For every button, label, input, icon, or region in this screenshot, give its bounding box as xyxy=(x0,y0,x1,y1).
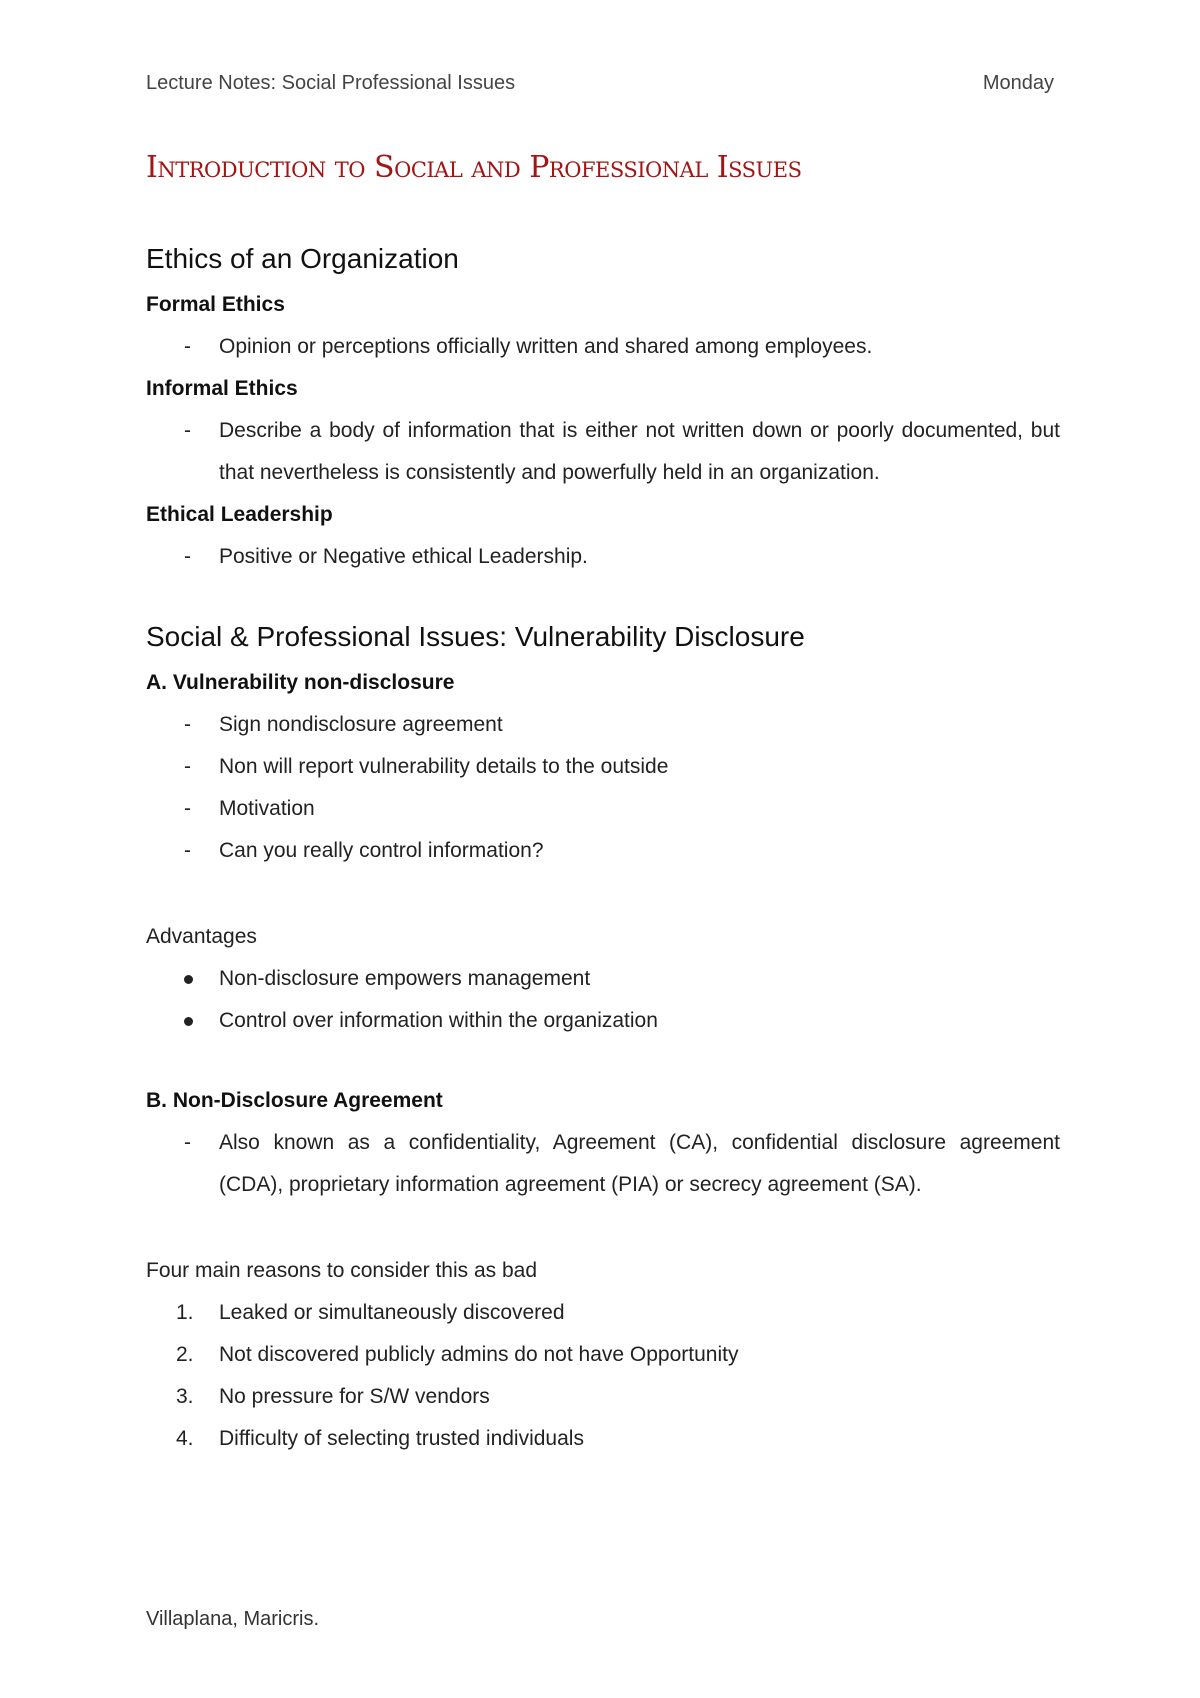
list-item xyxy=(146,830,1060,872)
header-day: Monday xyxy=(982,72,1054,94)
header-title: Lecture Notes: Social Professional Issues xyxy=(146,72,516,94)
page-header xyxy=(146,72,1054,102)
list-item-text: Can you really control information? xyxy=(219,839,544,862)
page-footer: Villaplana, Maricris. xyxy=(146,1608,320,1630)
bullet-icon xyxy=(184,975,193,984)
list-item-text: Describe a body of information that is either not written down or poorly documented, but that nevertheless is consistently and powerfully held in an organization. xyxy=(219,419,1060,484)
reasons-label: Four main reasons to consider this as bad xyxy=(146,1259,538,1282)
list-item-text: No pressure for S/W vendors xyxy=(219,1385,490,1408)
subheading-vulnerability-non-disclosure: A. Vulnerability non-disclosure xyxy=(146,671,455,694)
list-item xyxy=(146,1000,1060,1042)
dash-marker: - xyxy=(184,797,191,820)
list-item xyxy=(146,1376,1060,1418)
list-item xyxy=(146,1418,1060,1460)
list-item-text: Leaked or simultaneously discovered xyxy=(219,1301,565,1324)
reasons-list xyxy=(146,1292,1060,1460)
document-body xyxy=(146,148,1060,1466)
document-title: Introduction to Social and Professional Issues xyxy=(146,150,802,185)
subheading-informal-ethics: Informal Ethics xyxy=(146,377,298,400)
dash-marker: - xyxy=(184,335,191,358)
list-item xyxy=(146,1122,1060,1206)
dash-marker: - xyxy=(184,713,191,736)
number-marker: 3. xyxy=(176,1385,194,1408)
number-marker: 2. xyxy=(176,1343,194,1366)
list-item-text: Difficulty of selecting trusted individuals xyxy=(219,1427,584,1450)
subheading-non-disclosure-agreement: B. Non-Disclosure Agreement xyxy=(146,1089,443,1112)
dash-marker: - xyxy=(184,1131,191,1154)
list-item-text: Not discovered publicly admins do not have Opportunity xyxy=(219,1343,739,1366)
nda-list xyxy=(146,1122,1060,1206)
list-item xyxy=(146,788,1060,830)
number-marker: 1. xyxy=(176,1301,194,1324)
list-item-text: Non-disclosure empowers management xyxy=(219,967,591,990)
list-item xyxy=(146,958,1060,1000)
formal-ethics-list xyxy=(146,326,1060,368)
list-item-text: Also known as a confidentiality, Agreement (CA), confidential disclosure agreement (CDA), proprietary information agreement (PIA) or secrecy agreement (SA). xyxy=(219,1131,1060,1196)
dash-marker: - xyxy=(184,419,191,442)
list-item-text: Sign nondisclosure agreement xyxy=(219,713,503,736)
list-item-text: Control over information within the organization xyxy=(219,1009,658,1032)
non-disclosure-list xyxy=(146,704,1060,872)
list-item-text: Positive or Negative ethical Leadership. xyxy=(219,545,588,568)
dash-marker: - xyxy=(184,545,191,568)
bullet-icon xyxy=(184,1017,193,1026)
ethical-leadership-list xyxy=(146,536,1060,578)
list-item-text: Opinion or perceptions officially written and shared among employees. xyxy=(219,335,873,358)
subheading-formal-ethics: Formal Ethics xyxy=(146,293,285,316)
advantages-label: Advantages xyxy=(146,925,257,948)
list-item-text: Non will report vulnerability details to the outside xyxy=(219,755,669,778)
informal-ethics-list xyxy=(146,410,1060,494)
list-item xyxy=(146,536,1060,578)
subheading-ethical-leadership: Ethical Leadership xyxy=(146,503,333,526)
dash-marker: - xyxy=(184,839,191,862)
list-item xyxy=(146,410,1060,494)
number-marker: 4. xyxy=(176,1427,194,1450)
advantages-list xyxy=(146,958,1060,1042)
list-item xyxy=(146,326,1060,368)
section-heading-ethics: Ethics of an Organization xyxy=(146,243,459,274)
list-item xyxy=(146,746,1060,788)
list-item xyxy=(146,1292,1060,1334)
list-item xyxy=(146,1334,1060,1376)
dash-marker: - xyxy=(184,755,191,778)
section-heading-vulnerability: Social & Professional Issues: Vulnerability Disclosure xyxy=(146,621,805,652)
list-item xyxy=(146,704,1060,746)
list-item-text: Motivation xyxy=(219,797,315,820)
